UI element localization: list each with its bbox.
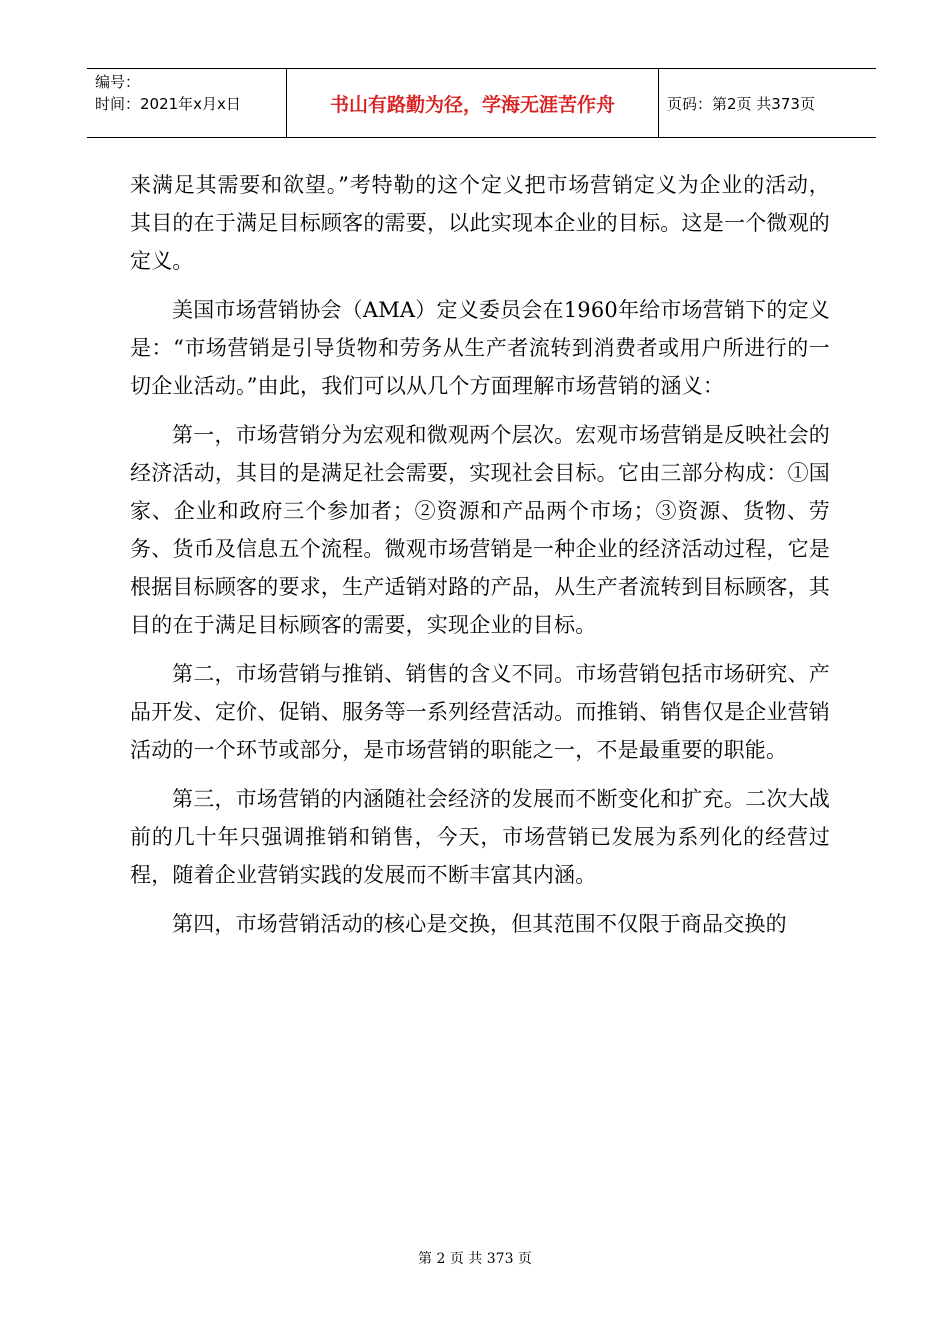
paragraph-4: 第二，市场营销与推销、销售的含义不同。市场营销包括市场研究、产品开发、定价、促销、服务等一系列经营活动。而推销、销售仅是企业营销活动的一个环节或部分，是市场营销的职能之一，不是最重要的职能。 bbox=[130, 662, 830, 762]
paragraph-5: 第三，市场营销的内涵随社会经济的发展而不断变化和扩充。二次大战前的几十年只强调推销和销售，今天，市场营销已发展为系列化的经营过程，随着企业营销实践的发展而不断丰富其内涵。 bbox=[130, 787, 830, 887]
paragraph-1: 来满足其需要和欲望。”考特勒的这个定义把市场营销定义为企业的活动，其目的在于满足目标顾客的需要，以此实现本企业的目标。这是一个微观的定义。 bbox=[130, 173, 830, 273]
header-page-cell bbox=[659, 69, 876, 137]
page-footer bbox=[0, 1248, 950, 1268]
paragraph-2: 美国市场营销协会（AMA）定义委员会在1960年给市场营销下的定义是：“市场营销是引导货物和劳务从生产者流转到消费者或用户所进行的一切企业活动。”由此，我们可以从几个方面理解市场营销的涵义： bbox=[130, 298, 830, 398]
paragraph-3: 第一，市场营销分为宏观和微观两个层次。宏观市场营销是反映社会的经济活动，其目的是满足社会需要，实现社会目标。它由三部分构成：①国家、企业和政府三个参加者；②资源和产品两个市场；③资源、货物、劳务、货币及信息五个流程。微观市场营销是一种企业的经济活动过程，它是根据目标顾客的要求，生产适销对路的产品，从生产者流转到目标顾客，其目的在于满足目标顾客的需要，实现企业的目标。 bbox=[130, 423, 830, 637]
header-meta bbox=[87, 69, 287, 137]
header-page-label: 页码：第2页 共373页 bbox=[667, 94, 815, 113]
page-header bbox=[87, 68, 876, 138]
footer-page-number: 第 2 页 共 373 页 bbox=[418, 1251, 532, 1267]
header-motto: 书山有路勤为径，学海无涯苦作舟 bbox=[329, 93, 615, 116]
header-motto-cell bbox=[287, 69, 659, 137]
header-date-label: 时间：2021年x月x日 bbox=[95, 95, 241, 113]
header-number-label: 编号： bbox=[95, 73, 141, 91]
document-body bbox=[130, 166, 830, 954]
paragraph-6: 第四，市场营销活动的核心是交换，但其范围不仅限于商品交换的 bbox=[172, 912, 787, 936]
